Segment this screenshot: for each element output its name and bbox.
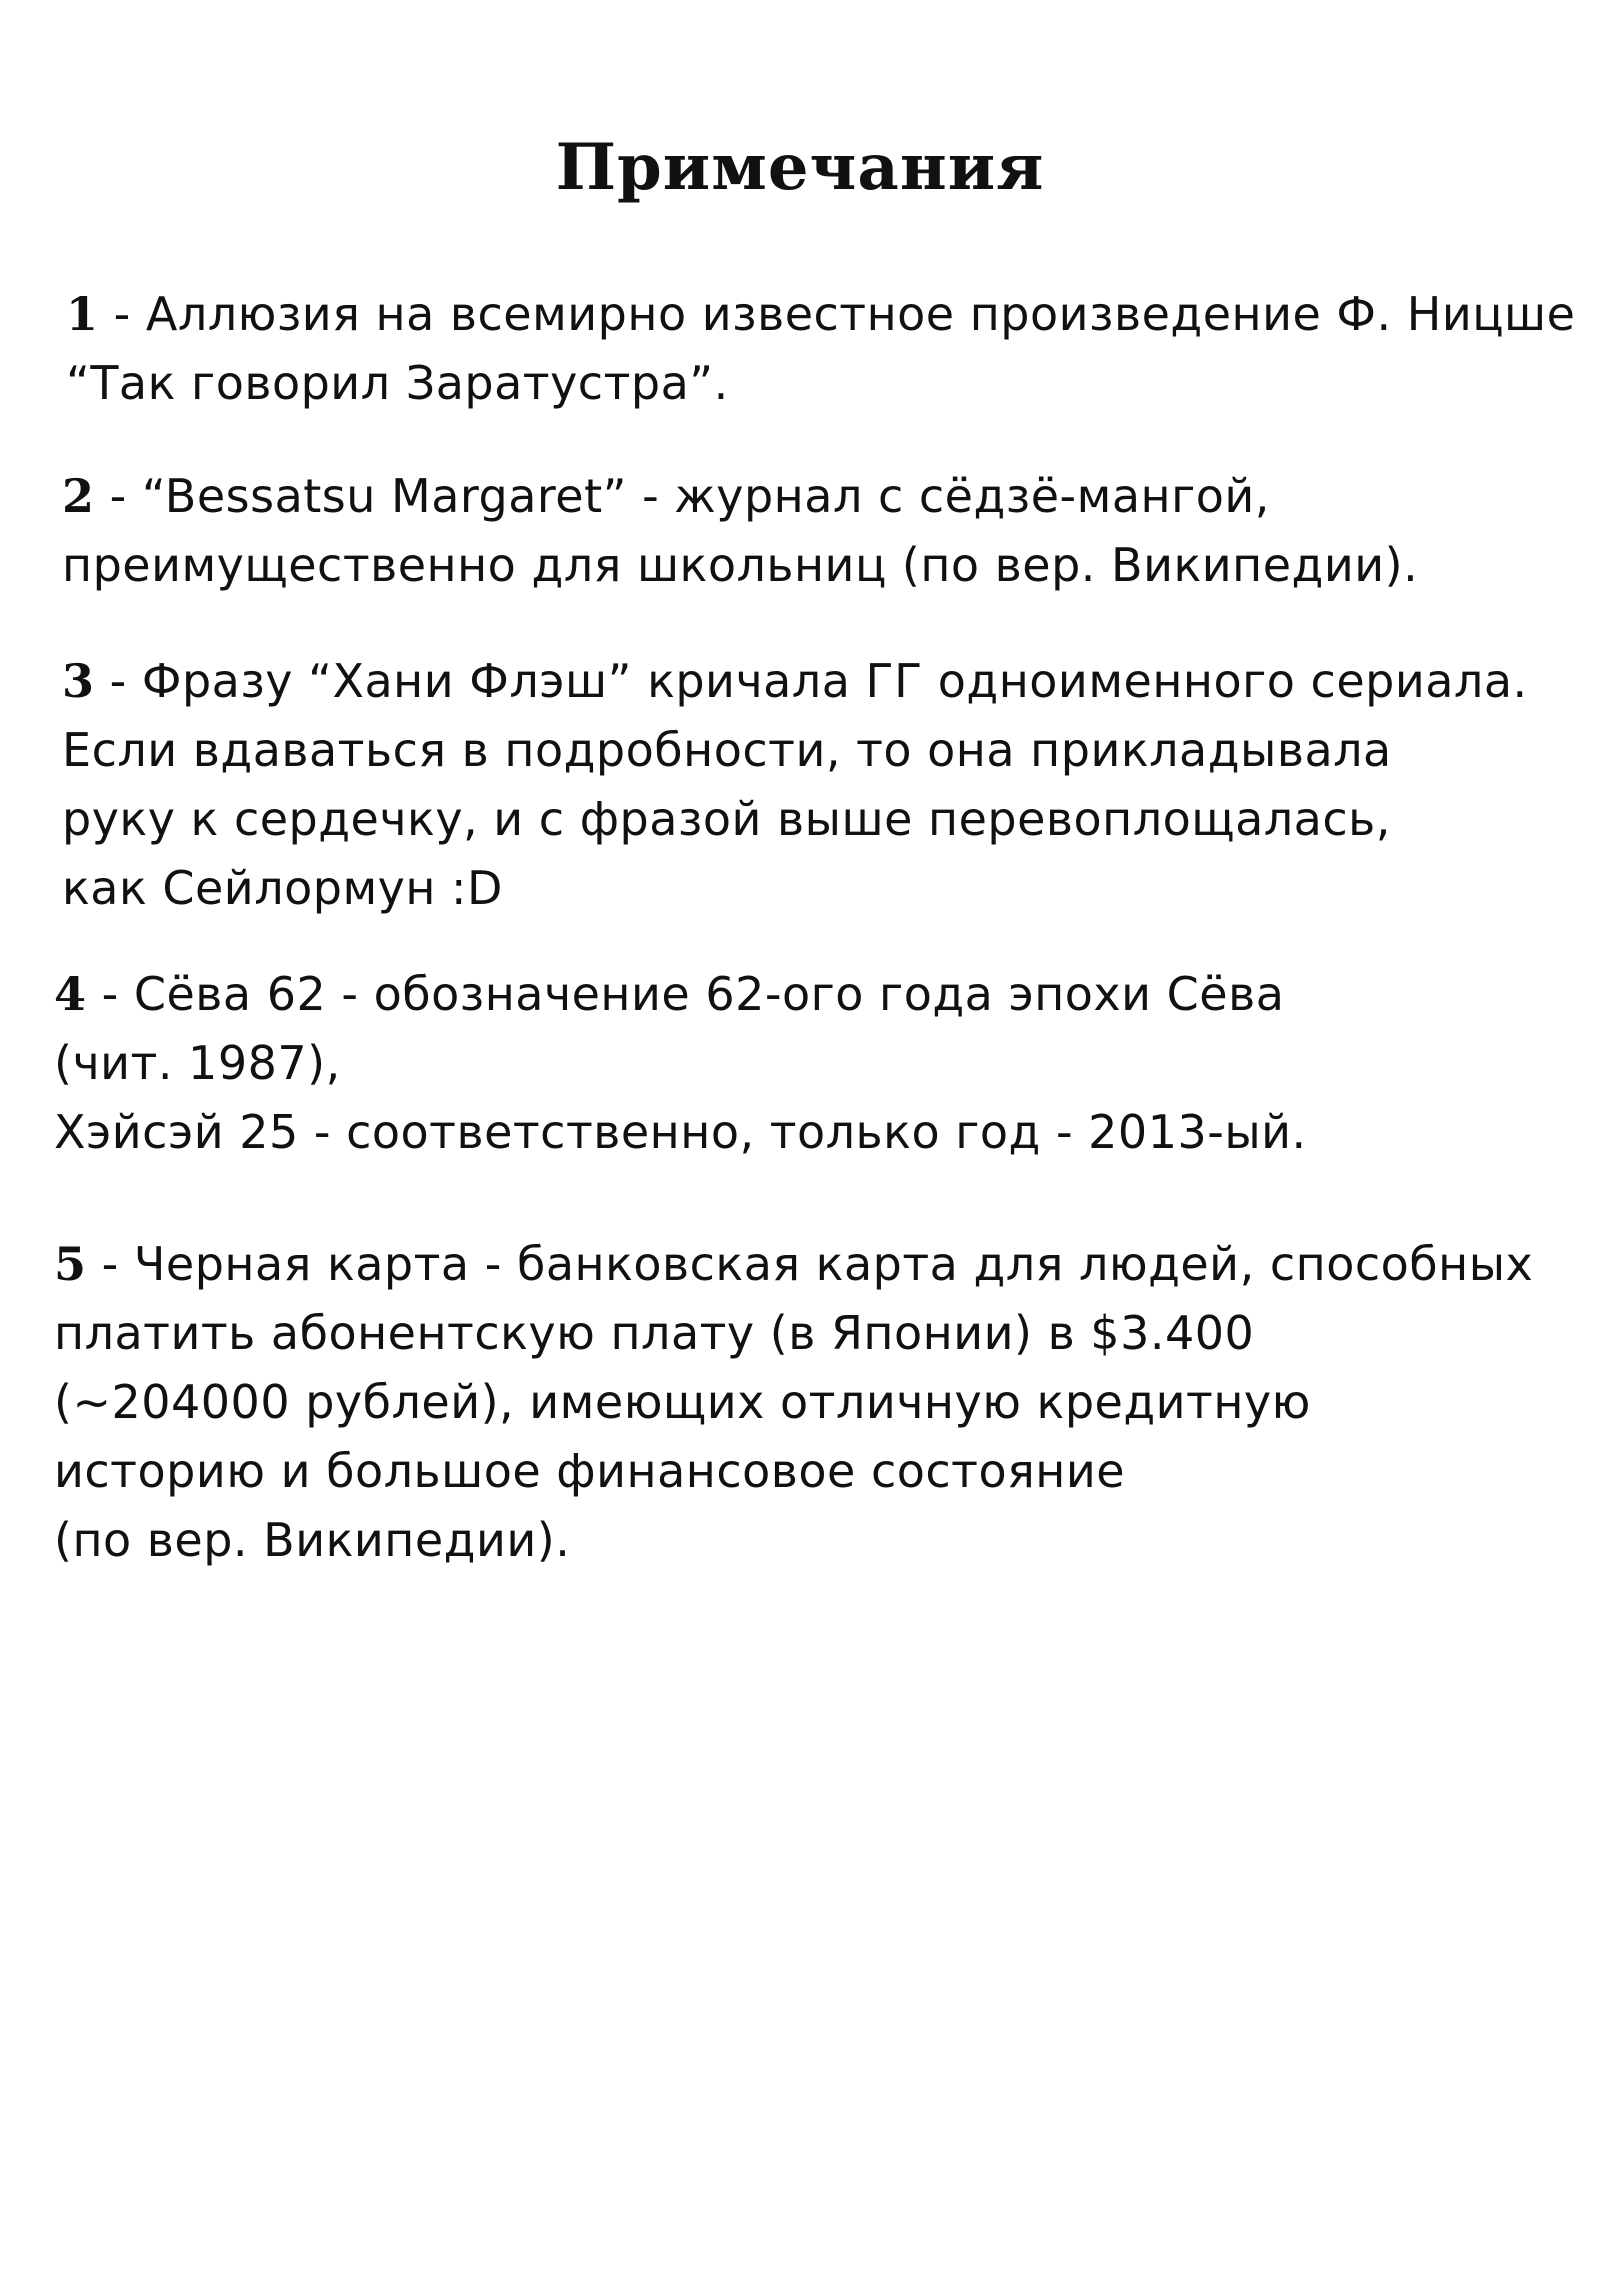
footnote-line xyxy=(62,647,1528,716)
footnote-text: платить абонентскую плату (в Японии) в $3.400 xyxy=(54,1306,1255,1360)
footnote-3 xyxy=(62,647,1528,923)
footnote-5 xyxy=(54,1230,1533,1575)
footnote-text: - Аллюзия на всемирно известное произведение Ф. Ницше xyxy=(98,287,1576,341)
footnote-number: 4 xyxy=(54,967,87,1021)
footnote-text: - Фразу “Хани Флэш” кричала ГГ одноименного сериала. xyxy=(94,654,1528,708)
footnote-text: (чит. 1987), xyxy=(54,1036,341,1090)
footnote-text: преимущественно для школьниц (по вер. Википедии). xyxy=(62,538,1419,592)
footnote-number: 2 xyxy=(62,469,95,523)
footnote-text: (по вер. Википедии). xyxy=(54,1513,571,1567)
footnote-text: Если вдаваться в подробности, то она прикладывала xyxy=(62,723,1392,777)
footnote-text: - Сёва 62 - обозначение 62-ого года эпохи Сёва xyxy=(86,967,1285,1021)
footnote-text: “Так говорил Заратустра”. xyxy=(66,356,729,410)
footnote-text: руку к сердечку, и с фразой выше перевоплощалась, xyxy=(62,792,1391,846)
footnote-number: 1 xyxy=(66,287,99,341)
footnote-line xyxy=(66,280,1575,349)
footnote-text: как Сейлормун :D xyxy=(62,861,503,915)
footnote-number: 5 xyxy=(54,1237,87,1291)
footnote-line xyxy=(62,462,1418,531)
footnote-1 xyxy=(66,280,1575,418)
footnote-text: - “Bessatsu Margaret” - журнал с сёдзё-мангой, xyxy=(94,469,1270,523)
footnote-text: историю и большое финансовое состояние xyxy=(54,1444,1126,1498)
footnote-4 xyxy=(54,960,1307,1167)
footnote-number: 3 xyxy=(62,654,95,708)
page-title: Примечания xyxy=(555,130,1045,205)
footnote-line xyxy=(54,960,1307,1029)
footnote-text: - Черная карта - банковская карта для людей, способных xyxy=(86,1237,1534,1291)
footnote-line xyxy=(54,1230,1533,1299)
footnote-text: Хэйсэй 25 - соответственно, только год - 2013-ый. xyxy=(54,1105,1307,1159)
footnote-text: (~204000 рублей), имеющих отличную кредитную xyxy=(54,1375,1311,1429)
footnote-2 xyxy=(62,462,1418,600)
